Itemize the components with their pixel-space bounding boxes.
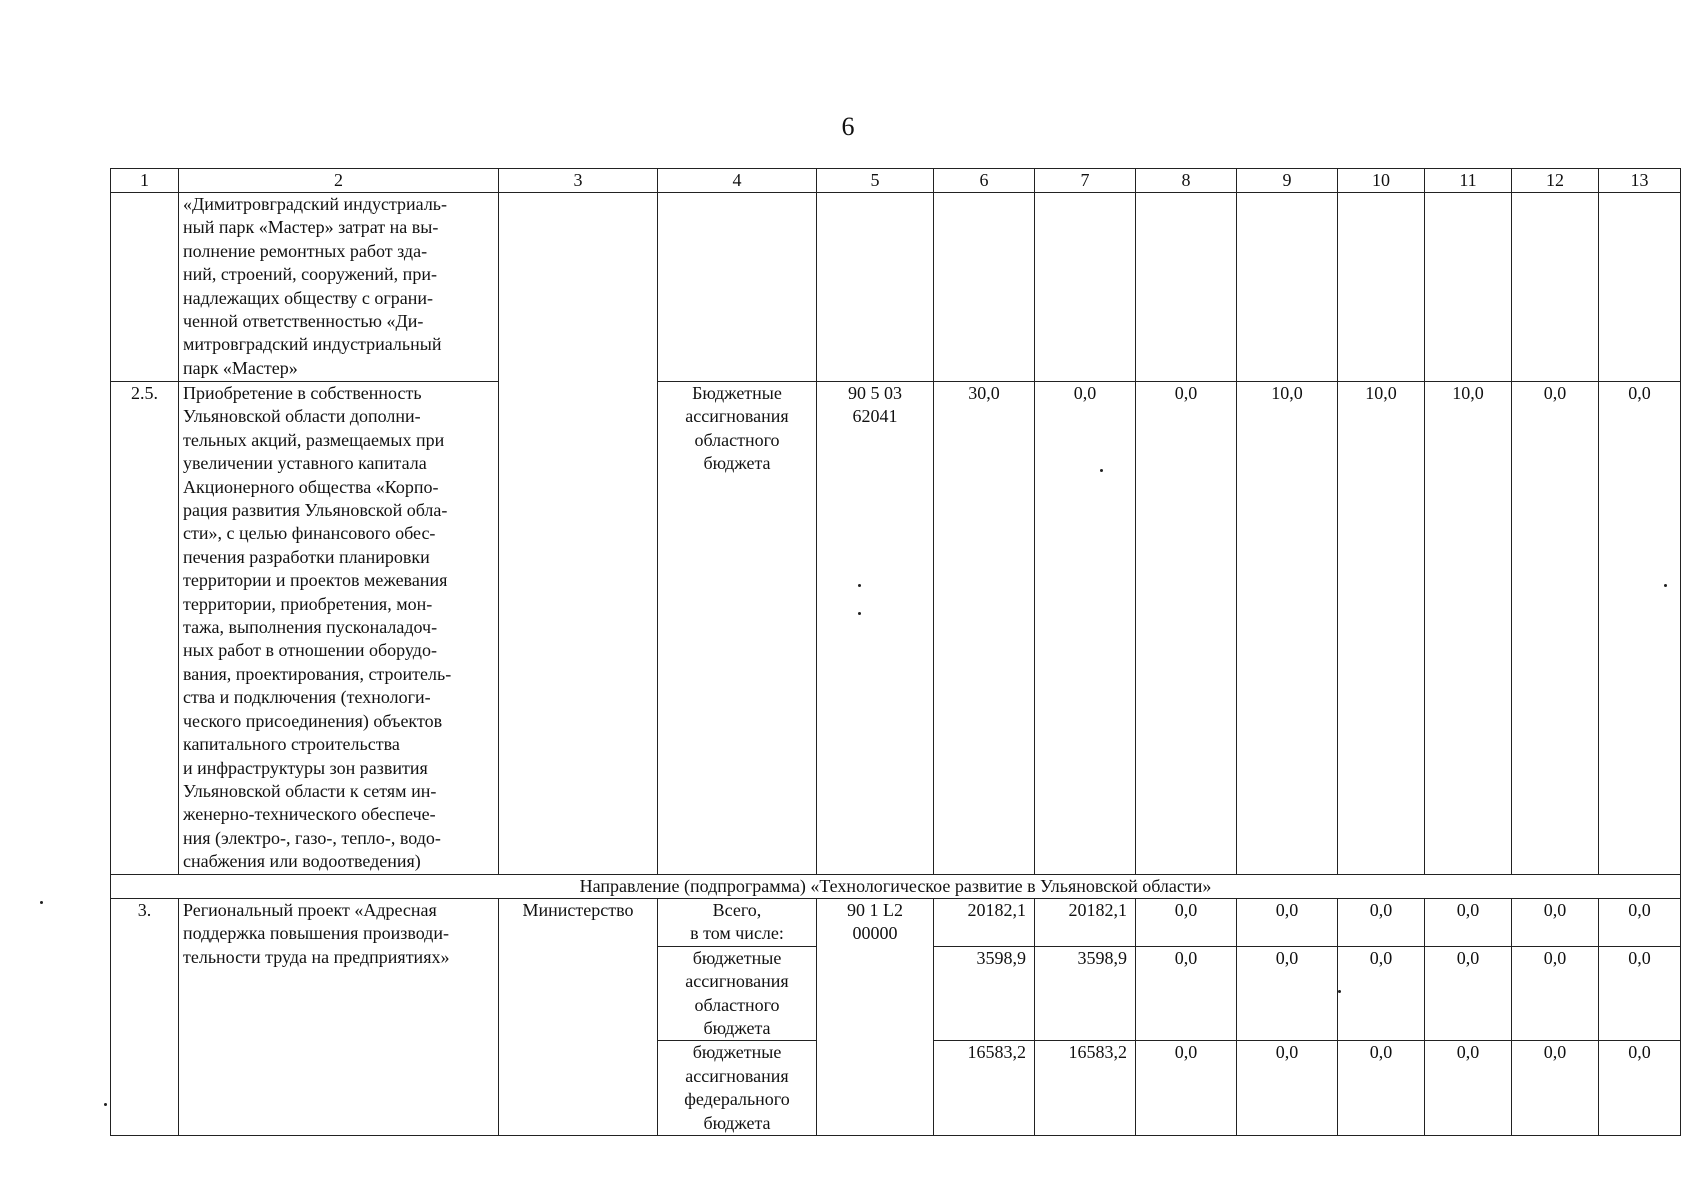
description-line: «Димитровградский индустриаль- <box>183 194 448 214</box>
description-line: снабжения или водоотведения) <box>183 851 421 872</box>
value-cell: 0,0 <box>1136 1041 1237 1136</box>
source-line: областного <box>694 994 780 1015</box>
section-title: Направление (подпрограмма) «Технологическое развитие в Ульяновской области» <box>111 875 1681 899</box>
description-line: ченной ответственностью «Ди- <box>183 311 424 332</box>
description-line: тельности труда на предприятиях» <box>183 946 450 967</box>
scan-speck <box>858 612 861 615</box>
source-line: ассигнования <box>685 1065 789 1086</box>
value-cell: 0,0 <box>1136 946 1237 1041</box>
source-line: в том числе: <box>690 923 784 944</box>
description-line: митровградский индустриальный <box>183 334 442 355</box>
value-cell: 0,0 <box>1512 1041 1599 1136</box>
description-line: полнение ремонтных работ зда- <box>183 240 428 261</box>
executor-cell <box>499 193 658 875</box>
column-header: 12 <box>1512 169 1599 193</box>
value-cell: 0,0 <box>1599 899 1681 947</box>
value-cell <box>1136 193 1237 382</box>
value-cell: 0,0 <box>1136 382 1237 875</box>
value-cell: 0,0 <box>1599 382 1681 875</box>
value-cell: 0,0 <box>1599 946 1681 1041</box>
description-cell <box>179 899 499 1136</box>
description-line: ния (электро-, газо-, тепло-, водо- <box>183 827 441 848</box>
description-line: ческого присоединения) объектов <box>183 710 443 731</box>
value-cell: 10,0 <box>1338 382 1425 875</box>
budget-table <box>110 168 1681 1136</box>
value-cell: 0,0 <box>1599 1041 1681 1136</box>
source-line: бюджета <box>703 453 771 474</box>
header-row <box>111 169 1681 193</box>
description-line: Приобретение в собственность <box>183 383 422 403</box>
budget-code-cell <box>817 382 934 875</box>
column-header: 10 <box>1338 169 1425 193</box>
value-cell: 30,0 <box>934 382 1035 875</box>
value-cell: 0,0 <box>1512 899 1599 947</box>
source-line: Всего, <box>712 900 762 920</box>
description-line: ных работ в отношении оборудо- <box>183 640 437 661</box>
code-line: 90 1 L2 <box>847 900 903 920</box>
value-cell <box>1512 193 1599 382</box>
source-cell <box>658 193 817 382</box>
scan-speck <box>1664 584 1667 587</box>
source-line: Бюджетные <box>692 383 782 403</box>
description-line: печения разработки планировки <box>183 546 430 567</box>
row-number-cell <box>111 193 179 382</box>
funding-source-cell <box>658 946 817 1041</box>
description-line: женерно-технического обеспече- <box>183 804 436 825</box>
scan-speck <box>1338 990 1341 993</box>
section-row <box>111 875 1681 899</box>
value-cell: 20182,1 <box>934 899 1035 947</box>
description-line: поддержка повышения производи- <box>183 923 449 944</box>
value-cell: 0,0 <box>1425 1041 1512 1136</box>
value-cell: 3598,9 <box>934 946 1035 1041</box>
source-line: ассигнования <box>685 406 789 427</box>
column-header: 2 <box>179 169 499 193</box>
value-cell: 0,0 <box>1425 946 1512 1041</box>
scan-speck <box>858 584 861 587</box>
value-cell: 0,0 <box>1512 946 1599 1041</box>
source-line: областного <box>694 429 780 450</box>
column-header: 13 <box>1599 169 1681 193</box>
description-line: Акционерного общества «Корпо- <box>183 476 439 497</box>
funding-source-cell <box>658 1041 817 1136</box>
value-cell: 0,0 <box>1237 946 1338 1041</box>
row-number: 2.5. <box>111 382 179 875</box>
description-line: капитального строительства <box>183 734 400 755</box>
value-cell: 0,0 <box>1237 899 1338 947</box>
column-header: 1 <box>111 169 179 193</box>
description-line: ний, строений, сооружений, при- <box>183 264 437 285</box>
code-line: 62041 <box>852 406 898 427</box>
value-cell <box>1338 193 1425 382</box>
value-cell: 0,0 <box>1338 1041 1425 1136</box>
description-line: парк «Мастер» <box>183 357 298 378</box>
column-header: 6 <box>934 169 1035 193</box>
description-line: вания, проектирования, строитель- <box>183 663 452 684</box>
row-number: 3. <box>111 899 179 1136</box>
description-line: рация развития Ульяновской обла- <box>183 500 448 521</box>
column-header: 7 <box>1035 169 1136 193</box>
source-line: бюджетные <box>692 1042 782 1063</box>
description-line: и инфраструктуры зон развития <box>183 757 428 778</box>
source-line: федерального <box>684 1089 790 1110</box>
code-cell <box>817 193 934 382</box>
description-line: Региональный проект «Адресная <box>183 900 437 920</box>
value-cell: 0,0 <box>1338 946 1425 1041</box>
scan-speck <box>1100 469 1103 472</box>
page-number: 6 <box>841 112 855 141</box>
column-header: 3 <box>499 169 658 193</box>
column-header: 11 <box>1425 169 1512 193</box>
funding-source-cell <box>658 382 817 875</box>
value-cell: 0,0 <box>1035 382 1136 875</box>
description-cell <box>179 193 499 382</box>
funding-source-cell <box>658 899 817 947</box>
description-line: ный парк «Мастер» затрат на вы- <box>183 217 439 238</box>
code-line: 00000 <box>852 923 898 944</box>
table-row-3 <box>111 899 1681 947</box>
source-line: бюджета <box>703 1018 771 1039</box>
description-line: надлежащих обществу с ограни- <box>183 287 433 308</box>
value-cell: 3598,9 <box>1035 946 1136 1041</box>
budget-code-cell <box>817 899 934 1136</box>
source-line: бюджета <box>703 1112 771 1133</box>
description-line: сти», с целью финансового обес- <box>183 523 436 544</box>
description-line: ства и подключения (технологи- <box>183 687 431 708</box>
value-cell <box>1599 193 1681 382</box>
table-row-continued <box>111 193 1681 382</box>
value-cell: 0,0 <box>1136 899 1237 947</box>
description-line: тажа, выполнения пусконаладоч- <box>183 617 438 638</box>
value-cell: 0,0 <box>1338 899 1425 947</box>
code-line: 90 5 03 <box>848 383 902 403</box>
scan-speck <box>40 901 43 904</box>
column-header: 4 <box>658 169 817 193</box>
source-line: бюджетные <box>692 947 782 968</box>
description-cell <box>179 382 499 875</box>
description-line: территории, приобретения, мон- <box>183 593 433 614</box>
value-cell <box>1425 193 1512 382</box>
value-cell <box>1237 193 1338 382</box>
column-header: 8 <box>1136 169 1237 193</box>
value-cell: 10,0 <box>1425 382 1512 875</box>
description-line: Ульяновской области дополни- <box>183 406 421 427</box>
description-line: тельных акций, размещаемых при <box>183 429 445 450</box>
executor-cell: Министерство <box>499 899 658 1136</box>
value-cell: 0,0 <box>1425 899 1512 947</box>
value-cell: 20182,1 <box>1035 899 1136 947</box>
value-cell: 16583,2 <box>934 1041 1035 1136</box>
value-cell: 0,0 <box>1237 1041 1338 1136</box>
value-cell: 10,0 <box>1237 382 1338 875</box>
description-line: Ульяновской области к сетям ин- <box>183 780 437 801</box>
source-line: ассигнования <box>685 971 789 992</box>
value-cell: 0,0 <box>1512 382 1599 875</box>
table-row-2-5 <box>111 382 1681 875</box>
column-header: 9 <box>1237 169 1338 193</box>
value-cell <box>934 193 1035 382</box>
value-cell: 16583,2 <box>1035 1041 1136 1136</box>
description-line: увеличении уставного капитала <box>183 453 427 474</box>
value-cell <box>1035 193 1136 382</box>
column-header: 5 <box>817 169 934 193</box>
description-line: территории и проектов межевания <box>183 570 448 591</box>
scan-speck <box>104 1103 107 1106</box>
